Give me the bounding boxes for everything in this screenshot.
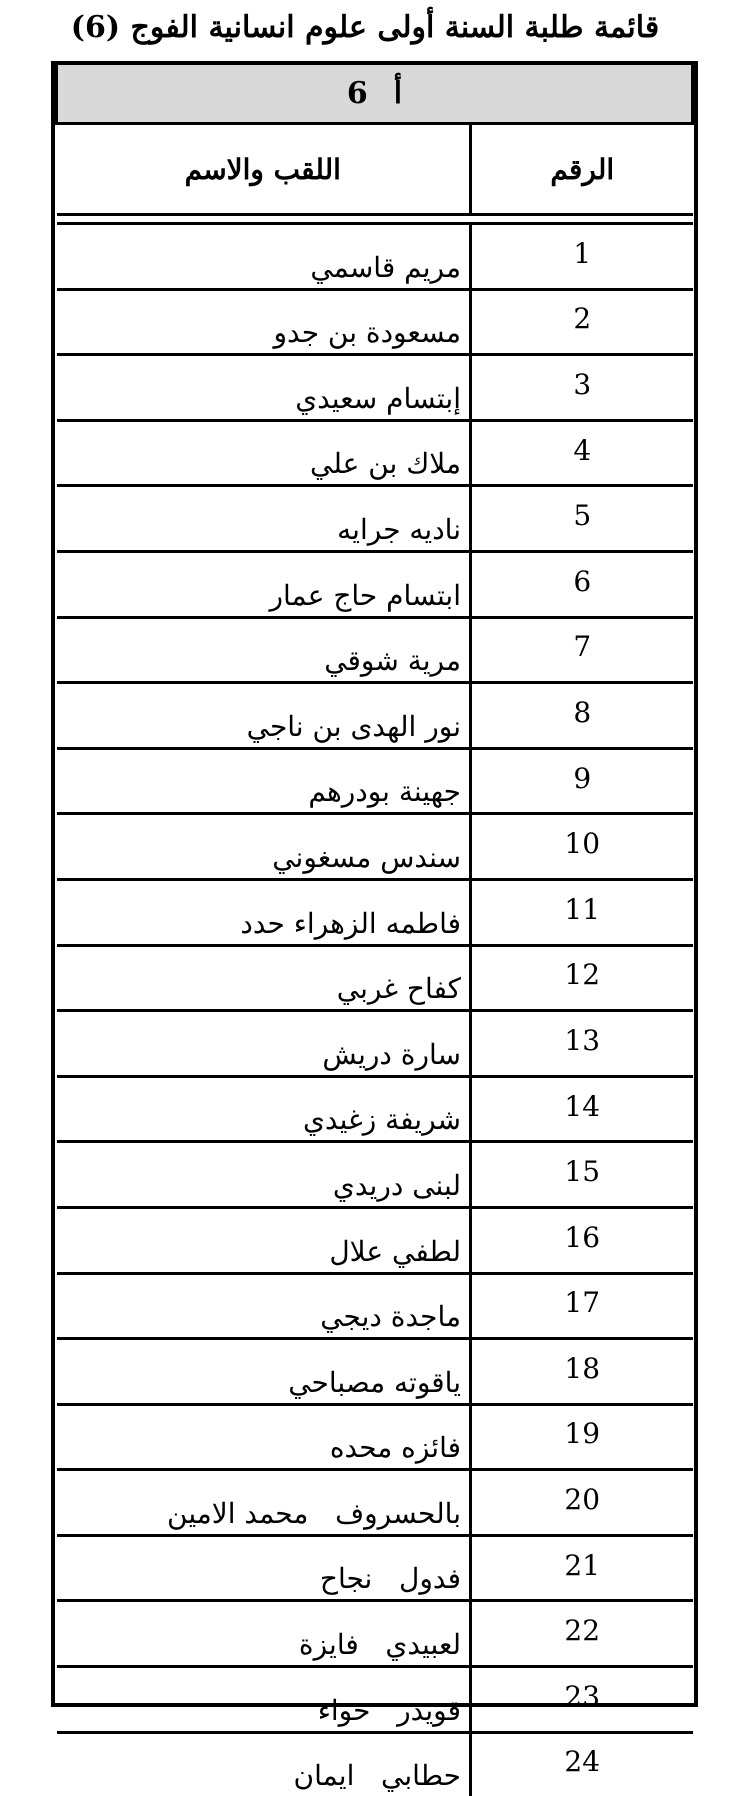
table-row — [57, 1273, 693, 1339]
row-number: 23 — [471, 1667, 693, 1733]
row-number: 16 — [471, 1207, 693, 1273]
table-row — [57, 1339, 693, 1405]
table-row — [57, 551, 693, 617]
column-header-number: الرقم — [471, 124, 693, 215]
row-number: 8 — [471, 683, 693, 749]
row-number: 15 — [471, 1142, 693, 1208]
table-row — [57, 289, 693, 355]
column-header-row — [57, 124, 693, 215]
row-number: 14 — [471, 1076, 693, 1142]
row-number: 3 — [471, 355, 693, 421]
header-gap — [57, 215, 693, 224]
row-number: 17 — [471, 1273, 693, 1339]
table-row — [57, 814, 693, 880]
page-title: قائمة طلبة السنة أولى علوم انسانية الفوج (6) — [70, 10, 660, 45]
group-letter: أ — [393, 76, 403, 111]
table-row — [57, 1667, 693, 1733]
student-name: ماجدة ديجي — [57, 1273, 471, 1339]
row-number: 22 — [471, 1601, 693, 1667]
row-number: 21 — [471, 1535, 693, 1601]
group-label — [57, 65, 693, 124]
row-number: 18 — [471, 1339, 693, 1405]
student-name: مسعودة بن جدو — [57, 289, 471, 355]
table-row — [57, 486, 693, 552]
table-row — [57, 1207, 693, 1273]
row-number: 10 — [471, 814, 693, 880]
row-number: 6 — [471, 551, 693, 617]
table-row — [57, 683, 693, 749]
column-header-name: اللقب والاسم — [57, 124, 471, 215]
row-number: 12 — [471, 945, 693, 1011]
student-name: شريفة زغيدي — [57, 1076, 471, 1142]
row-number: 13 — [471, 1011, 693, 1077]
row-number: 7 — [471, 617, 693, 683]
student-name: ياقوته مصباحي — [57, 1339, 471, 1405]
student-list-table — [51, 61, 698, 1793]
group-header-row — [57, 65, 693, 124]
row-number: 9 — [471, 748, 693, 814]
roster-table — [55, 65, 694, 1796]
student-name: ملاك بن علي — [57, 420, 471, 486]
student-name: مرية شوقي — [57, 617, 471, 683]
student-name: مريم قاسمي — [57, 224, 471, 290]
header-gap-cell — [57, 215, 693, 224]
student-name: سارة دريش — [57, 1011, 471, 1077]
table-row — [57, 1404, 693, 1470]
table-row — [57, 420, 693, 486]
table-row — [57, 1470, 693, 1536]
group-number: 6 — [346, 76, 368, 111]
table-row — [57, 1076, 693, 1142]
student-name: لعبيدي فايزة — [57, 1601, 471, 1667]
student-name: نور الهدى بن ناجي — [57, 683, 471, 749]
student-name: فاطمه الزهراء حدد — [57, 879, 471, 945]
student-name: ابتسام حاج عمار — [57, 551, 471, 617]
student-name: جهينة بودرهم — [57, 748, 471, 814]
student-name: ناديه جرايه — [57, 486, 471, 552]
student-name: لطفي علال — [57, 1207, 471, 1273]
table-row — [57, 224, 693, 290]
table-row — [57, 748, 693, 814]
student-name: فدول نجاح — [57, 1535, 471, 1601]
student-name: حطابي ايمان — [57, 1732, 471, 1796]
student-name: سندس مسغوني — [57, 814, 471, 880]
row-number: 2 — [471, 289, 693, 355]
row-number: 20 — [471, 1470, 693, 1536]
row-number: 4 — [471, 420, 693, 486]
row-number: 11 — [471, 879, 693, 945]
table-row — [57, 355, 693, 421]
table-row — [57, 945, 693, 1011]
row-number: 5 — [471, 486, 693, 552]
student-name: لبنى دريدي — [57, 1142, 471, 1208]
row-number: 19 — [471, 1404, 693, 1470]
student-name: فائزه محده — [57, 1404, 471, 1470]
table-row — [57, 1601, 693, 1667]
row-number: 1 — [471, 224, 693, 290]
row-number: 24 — [471, 1732, 693, 1796]
table-row — [57, 1732, 693, 1796]
student-name: بالحسروف محمد الامين — [57, 1470, 471, 1536]
table-row — [57, 617, 693, 683]
table-row — [57, 1142, 693, 1208]
table-row — [57, 1011, 693, 1077]
student-name: إبتسام سعيدي — [57, 355, 471, 421]
table-row — [57, 879, 693, 945]
student-name: كفاح غربي — [57, 945, 471, 1011]
table-row — [57, 1535, 693, 1601]
student-name: قويدر حواء — [57, 1667, 471, 1733]
